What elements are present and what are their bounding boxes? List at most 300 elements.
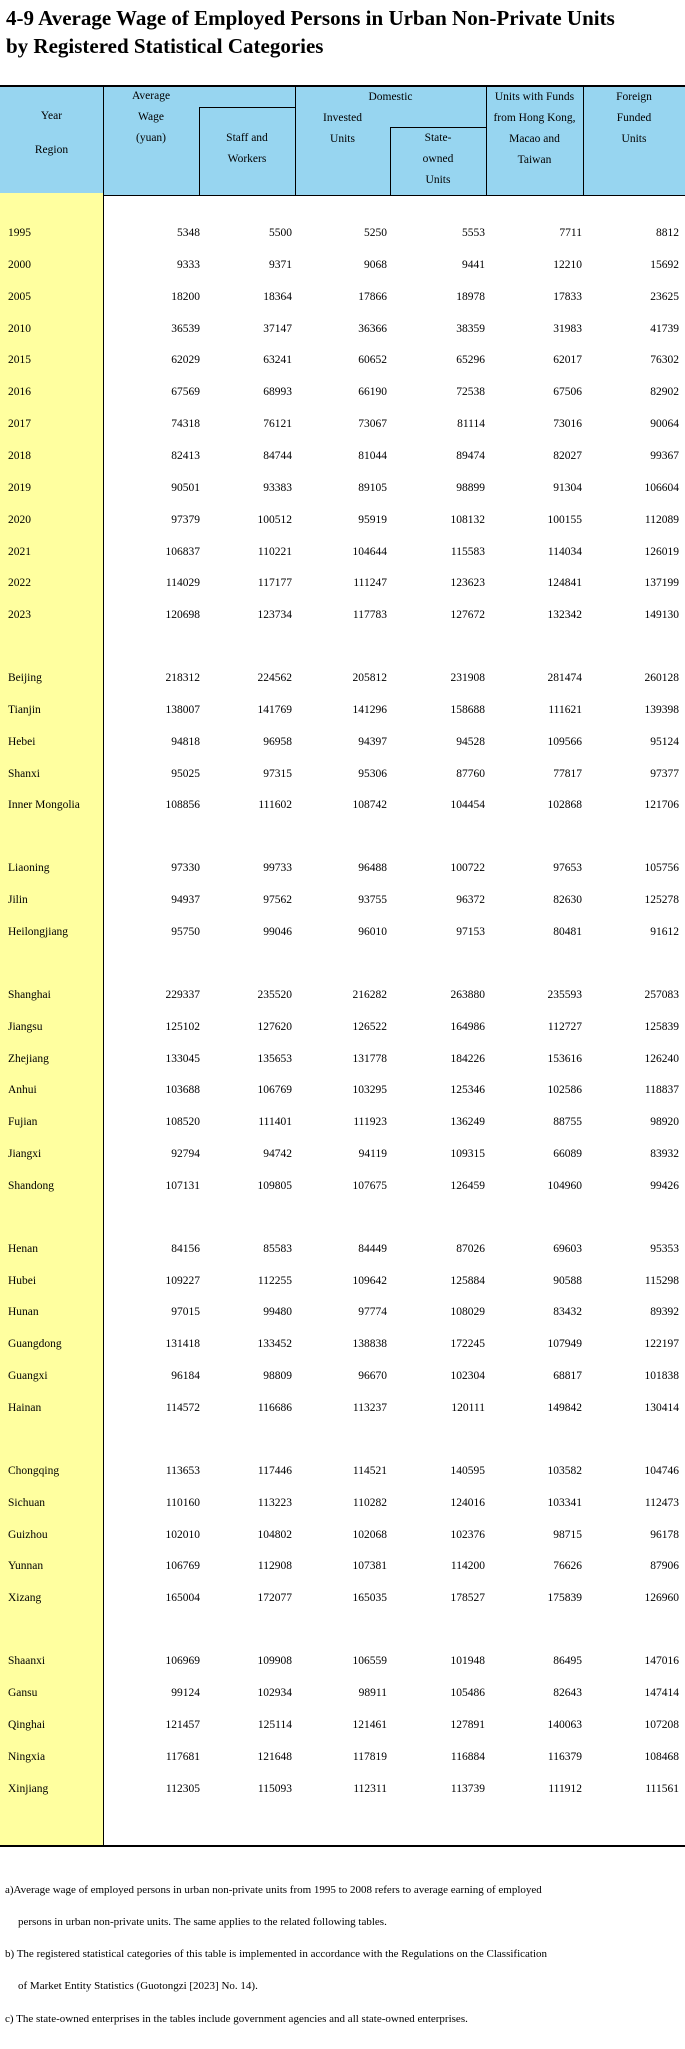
page-title <box>6 4 681 60</box>
cell-value: 96010 <box>358 926 387 938</box>
cell-value: 108029 <box>450 1306 485 1318</box>
cell-value: 101838 <box>644 1370 679 1382</box>
table-row <box>0 1683 685 1703</box>
cell-value: 115093 <box>257 1783 292 1795</box>
row-label: Shaanxi <box>8 1655 46 1667</box>
table-row <box>0 1112 685 1132</box>
cell-value: 41739 <box>650 323 679 335</box>
header-year-region: Year Region <box>34 110 69 156</box>
table-row <box>0 795 685 815</box>
cell-value: 123623 <box>450 577 485 589</box>
cell-value: 100722 <box>450 862 485 874</box>
cell-value: 114572 <box>165 1402 200 1414</box>
cell-value: 120698 <box>165 609 200 621</box>
cell-value: 120111 <box>451 1402 485 1414</box>
cell-value: 69603 <box>553 1243 582 1255</box>
footnote-a: a)Average wage of employed persons in urban non-private units from 1995 to 2008 refers to average earning of employed persons in urban non-private units. The same applies to the related following tables. <box>5 1884 542 1928</box>
cell-value: 114029 <box>165 577 200 589</box>
cell-value: 235520 <box>257 989 292 1001</box>
row-label: 2005 <box>8 291 31 303</box>
cell-value: 9068 <box>364 259 387 271</box>
cell-value: 18978 <box>456 291 485 303</box>
cell-value: 103341 <box>547 1497 582 1509</box>
row-label: Liaoning <box>8 862 50 874</box>
cell-value: 130414 <box>644 1402 679 1414</box>
cell-value: 87026 <box>456 1243 485 1255</box>
row-label: Hunan <box>8 1306 39 1318</box>
cell-value: 96372 <box>456 894 485 906</box>
table-row <box>0 858 685 878</box>
cell-value: 99480 <box>263 1306 292 1318</box>
cell-value: 106969 <box>165 1655 200 1667</box>
cell-value: 112727 <box>547 1021 582 1033</box>
table-row <box>0 1334 685 1354</box>
row-label: Qinghai <box>8 1719 46 1731</box>
cell-value: 127891 <box>450 1719 485 1731</box>
cell-value: 74318 <box>171 418 200 430</box>
cell-value: 124841 <box>547 577 582 589</box>
cell-value: 76121 <box>263 418 292 430</box>
cell-value: 224562 <box>257 672 292 684</box>
cell-value: 117177 <box>257 577 292 589</box>
cell-value: 112089 <box>644 514 679 526</box>
row-label: Hebei <box>8 736 36 748</box>
cell-value: 184226 <box>450 1053 485 1065</box>
cell-value: 114034 <box>547 546 582 558</box>
cell-value: 116884 <box>450 1751 485 1763</box>
cell-value: 108856 <box>165 799 200 811</box>
row-label: 2016 <box>8 386 31 398</box>
cell-value: 133045 <box>165 1053 200 1065</box>
cell-value: 105756 <box>644 862 679 874</box>
cell-value: 90501 <box>171 482 200 494</box>
cell-value: 112305 <box>165 1783 200 1795</box>
cell-value: 126459 <box>450 1180 485 1192</box>
table-bottom-rule <box>0 1845 685 1847</box>
table-row <box>0 1366 685 1386</box>
cell-value: 140063 <box>547 1719 582 1731</box>
footnote-b: b) The registered statistical categories of this table is implemented in accordance with the Regulations on the Classification of Market Entity Statistics (Guotongzi [2023] No. 14). <box>5 1948 547 1992</box>
table-row <box>0 1588 685 1608</box>
cell-value: 93755 <box>358 894 387 906</box>
cell-value: 72538 <box>456 386 485 398</box>
table-row <box>0 1049 685 1069</box>
cell-value: 125102 <box>165 1021 200 1033</box>
header-state-owned: State- owned Units <box>422 132 454 186</box>
cell-value: 153616 <box>547 1053 582 1065</box>
table-row <box>0 700 685 720</box>
cell-value: 63241 <box>263 354 292 366</box>
cell-value: 218312 <box>165 672 200 684</box>
header-foreign-funded: Foreign Funded Units <box>616 91 652 145</box>
cell-value: 107949 <box>547 1338 582 1350</box>
cell-value: 107381 <box>352 1560 387 1572</box>
cell-value: 125839 <box>644 1021 679 1033</box>
table-row <box>0 1556 685 1576</box>
cell-value: 127672 <box>450 609 485 621</box>
cell-value: 95306 <box>358 768 387 780</box>
row-label: Shanxi <box>8 768 40 780</box>
table-row <box>0 1017 685 1037</box>
cell-value: 9441 <box>462 259 485 271</box>
cell-value: 108468 <box>644 1751 679 1763</box>
cell-value: 121457 <box>165 1719 200 1731</box>
cell-value: 102304 <box>450 1370 485 1382</box>
table-row <box>0 1747 685 1767</box>
cell-value: 229337 <box>165 989 200 1001</box>
cell-value: 5553 <box>462 227 485 239</box>
table-row <box>0 1779 685 1799</box>
row-label: Fujian <box>8 1116 38 1128</box>
cell-value: 99124 <box>171 1687 200 1699</box>
table-header <box>0 85 685 196</box>
row-label: 1995 <box>8 227 31 239</box>
cell-value: 94937 <box>171 894 200 906</box>
cell-value: 112255 <box>257 1275 292 1287</box>
cell-value: 88755 <box>553 1116 582 1128</box>
table-row <box>0 764 685 784</box>
row-label: 2000 <box>8 259 31 271</box>
cell-value: 109805 <box>257 1180 292 1192</box>
table-row <box>0 287 685 307</box>
cell-value: 125278 <box>644 894 679 906</box>
table-row <box>0 223 685 243</box>
row-label: Jiangsu <box>8 1021 43 1033</box>
cell-value: 103295 <box>352 1084 387 1096</box>
header-domestic-units: Invested Units <box>323 112 362 145</box>
cell-value: 95124 <box>650 736 679 748</box>
cell-value: 149130 <box>644 609 679 621</box>
table-row <box>0 1715 685 1735</box>
cell-value: 87906 <box>650 1560 679 1572</box>
table-row <box>0 350 685 370</box>
cell-value: 77817 <box>553 768 582 780</box>
cell-value: 100155 <box>547 514 582 526</box>
row-label: Guangxi <box>8 1370 48 1382</box>
row-label: 2010 <box>8 323 31 335</box>
cell-value: 102376 <box>450 1529 485 1541</box>
cell-value: 125114 <box>257 1719 292 1731</box>
cell-value: 127620 <box>257 1021 292 1033</box>
cell-value: 12210 <box>553 259 582 271</box>
table-row <box>0 255 685 275</box>
cell-value: 84744 <box>263 450 292 462</box>
table-row <box>0 1239 685 1259</box>
cell-value: 104802 <box>257 1529 292 1541</box>
table-row <box>0 382 685 402</box>
cell-value: 82413 <box>171 450 200 462</box>
cell-value: 67506 <box>553 386 582 398</box>
cell-value: 62029 <box>171 354 200 366</box>
table-row <box>0 1080 685 1100</box>
cell-value: 76302 <box>650 354 679 366</box>
cell-value: 216282 <box>352 989 387 1001</box>
row-label: Shandong <box>8 1180 54 1192</box>
cell-value: 172077 <box>257 1592 292 1604</box>
cell-value: 5250 <box>364 227 387 239</box>
cell-value: 263880 <box>450 989 485 1001</box>
table-row <box>0 1271 685 1291</box>
cell-value: 84449 <box>358 1243 387 1255</box>
cell-value: 96184 <box>171 1370 200 1382</box>
cell-value: 67569 <box>171 386 200 398</box>
cell-value: 109908 <box>257 1655 292 1667</box>
cell-value: 114200 <box>450 1560 485 1572</box>
cell-value: 109642 <box>352 1275 387 1287</box>
header-staff-workers: Staff and Workers <box>226 132 268 165</box>
cell-value: 110282 <box>352 1497 387 1509</box>
cell-value: 104644 <box>352 546 387 558</box>
cell-value: 95025 <box>171 768 200 780</box>
cell-value: 9371 <box>269 259 292 271</box>
row-label: 2017 <box>8 418 31 430</box>
cell-value: 110221 <box>257 546 292 558</box>
cell-value: 38359 <box>456 323 485 335</box>
cell-value: 117681 <box>165 1751 200 1763</box>
cell-value: 99367 <box>650 450 679 462</box>
cell-value: 95353 <box>650 1243 679 1255</box>
cell-value: 172245 <box>450 1338 485 1350</box>
cell-value: 126019 <box>644 546 679 558</box>
cell-value: 85583 <box>263 1243 292 1255</box>
cell-value: 126240 <box>644 1053 679 1065</box>
row-label: Shanghai <box>8 989 51 1001</box>
cell-value: 121461 <box>352 1719 387 1731</box>
row-label: 2021 <box>8 546 31 558</box>
header-average-wage: Average Wage (yuan) <box>131 90 171 144</box>
cell-value: 115583 <box>450 546 485 558</box>
cell-value: 111923 <box>353 1116 387 1128</box>
cell-value: 118837 <box>644 1084 679 1096</box>
cell-value: 97015 <box>171 1306 200 1318</box>
table-row <box>0 922 685 942</box>
cell-value: 257083 <box>644 989 679 1001</box>
table-row <box>0 1144 685 1164</box>
cell-value: 175839 <box>547 1592 582 1604</box>
cell-value: 97377 <box>650 768 679 780</box>
cell-value: 138007 <box>165 704 200 716</box>
cell-value: 83432 <box>553 1306 582 1318</box>
row-label: Heilongjiang <box>8 926 69 938</box>
cell-value: 104960 <box>547 1180 582 1192</box>
cell-value: 109315 <box>450 1148 485 1160</box>
cell-value: 96958 <box>263 736 292 748</box>
cell-value: 138838 <box>352 1338 387 1350</box>
cell-value: 60652 <box>358 354 387 366</box>
table-row <box>0 1461 685 1481</box>
cell-value: 105486 <box>450 1687 485 1699</box>
cell-value: 86495 <box>553 1655 582 1667</box>
cell-value: 97379 <box>171 514 200 526</box>
cell-value: 94528 <box>456 736 485 748</box>
cell-value: 5500 <box>269 227 292 239</box>
cell-value: 84156 <box>171 1243 200 1255</box>
cell-value: 123734 <box>257 609 292 621</box>
cell-value: 107131 <box>165 1180 200 1192</box>
cell-value: 281474 <box>547 672 582 684</box>
cell-value: 117446 <box>257 1465 292 1477</box>
cell-value: 109566 <box>547 736 582 748</box>
row-label: Tianjin <box>8 704 41 716</box>
cell-value: 81044 <box>358 450 387 462</box>
cell-value: 103688 <box>165 1084 200 1096</box>
cell-value: 81114 <box>457 418 485 430</box>
cell-value: 9333 <box>177 259 200 271</box>
cell-value: 109227 <box>165 1275 200 1287</box>
cell-value: 116379 <box>547 1751 582 1763</box>
cell-value: 116686 <box>257 1402 292 1414</box>
table-row <box>0 319 685 339</box>
footnote-c: c) The state-owned enterprises in the tables include government agencies and all state-owned enterprises. <box>5 2013 468 2025</box>
cell-value: 97562 <box>263 894 292 906</box>
cell-value: 97774 <box>358 1306 387 1318</box>
cell-value: 158688 <box>450 704 485 716</box>
cell-value: 97315 <box>263 768 292 780</box>
cell-value: 117783 <box>352 609 387 621</box>
cell-value: 96670 <box>358 1370 387 1382</box>
cell-value: 125346 <box>450 1084 485 1096</box>
row-label: 2015 <box>8 354 31 366</box>
cell-value: 107208 <box>644 1719 679 1731</box>
cell-value: 89474 <box>456 450 485 462</box>
cell-value: 141296 <box>352 704 387 716</box>
row-label: 2020 <box>8 514 31 526</box>
cell-value: 97153 <box>456 926 485 938</box>
cell-value: 65296 <box>456 354 485 366</box>
cell-value: 121706 <box>644 799 679 811</box>
row-label: Gansu <box>8 1687 38 1699</box>
cell-value: 165035 <box>352 1592 387 1604</box>
cell-value: 104454 <box>450 799 485 811</box>
cell-value: 102010 <box>165 1529 200 1541</box>
cell-value: 18364 <box>263 291 292 303</box>
cell-value: 149842 <box>547 1402 582 1414</box>
row-label: Hainan <box>8 1402 42 1414</box>
cell-value: 165004 <box>165 1592 200 1604</box>
cell-value: 141769 <box>257 704 292 716</box>
cell-value: 102868 <box>547 799 582 811</box>
cell-value: 91612 <box>650 926 679 938</box>
table-row <box>0 1176 685 1196</box>
cell-value: 110160 <box>165 1497 200 1509</box>
cell-value: 137199 <box>644 577 679 589</box>
cell-value: 98809 <box>263 1370 292 1382</box>
row-label: 2023 <box>8 609 31 621</box>
row-label: Jilin <box>8 894 28 906</box>
cell-value: 140595 <box>450 1465 485 1477</box>
cell-value: 106559 <box>352 1655 387 1667</box>
cell-value: 90588 <box>553 1275 582 1287</box>
cell-value: 112311 <box>353 1783 387 1795</box>
table-row <box>0 985 685 1005</box>
cell-value: 126522 <box>352 1021 387 1033</box>
cell-value: 108132 <box>450 514 485 526</box>
row-label: Guangdong <box>8 1338 62 1350</box>
cell-value: 95750 <box>171 926 200 938</box>
cell-value: 92794 <box>171 1148 200 1160</box>
cell-value: 113739 <box>450 1783 485 1795</box>
cell-value: 102934 <box>257 1687 292 1699</box>
table-row <box>0 510 685 530</box>
cell-value: 114521 <box>352 1465 387 1477</box>
cell-value: 62017 <box>553 354 582 366</box>
cell-value: 103582 <box>547 1465 582 1477</box>
cell-value: 95919 <box>358 514 387 526</box>
cell-value: 36539 <box>171 323 200 335</box>
header-domestic-invested: Domestic <box>368 91 413 103</box>
cell-value: 36366 <box>358 323 387 335</box>
cell-value: 108520 <box>165 1116 200 1128</box>
cell-value: 94818 <box>171 736 200 748</box>
cell-value: 99733 <box>263 862 292 874</box>
cell-value: 68817 <box>553 1370 582 1382</box>
cell-value: 126960 <box>644 1592 679 1604</box>
title-line-1: 4-9 Average Wage of Employed Persons in Urban Non-Private Units <box>6 6 615 30</box>
table-row <box>0 478 685 498</box>
cell-value: 73067 <box>358 418 387 430</box>
table-row <box>0 1651 685 1671</box>
table-row <box>0 1525 685 1545</box>
cell-value: 68993 <box>263 386 292 398</box>
cell-value: 82630 <box>553 894 582 906</box>
row-label: Beijing <box>8 672 42 684</box>
cell-value: 98715 <box>553 1529 582 1541</box>
table-row <box>0 1398 685 1418</box>
cell-value: 94742 <box>263 1148 292 1160</box>
cell-value: 111401 <box>258 1116 292 1128</box>
cell-value: 8812 <box>656 227 679 239</box>
header-hk-macao-taiwan: Units with Funds from Hong Kong, Macao and Taiwan <box>493 91 576 166</box>
cell-value: 83932 <box>650 1148 679 1160</box>
cell-value: 133452 <box>257 1338 292 1350</box>
row-label: Xizang <box>8 1592 42 1604</box>
cell-value: 97330 <box>171 862 200 874</box>
cell-value: 102068 <box>352 1529 387 1541</box>
cell-value: 66190 <box>358 386 387 398</box>
row-label: Inner Mongolia <box>8 799 80 811</box>
cell-value: 99426 <box>650 1180 679 1192</box>
cell-value: 205812 <box>352 672 387 684</box>
cell-value: 82643 <box>553 1687 582 1699</box>
cell-value: 73016 <box>553 418 582 430</box>
cell-value: 96178 <box>650 1529 679 1541</box>
table-row <box>0 542 685 562</box>
cell-value: 66089 <box>553 1148 582 1160</box>
cell-value: 98899 <box>456 482 485 494</box>
table-row <box>0 732 685 752</box>
cell-value: 139398 <box>644 704 679 716</box>
cell-value: 111621 <box>548 704 582 716</box>
row-label: Hubei <box>8 1275 37 1287</box>
cell-value: 31983 <box>553 323 582 335</box>
cell-value: 18200 <box>171 291 200 303</box>
cell-value: 37147 <box>263 323 292 335</box>
cell-value: 97653 <box>553 862 582 874</box>
table-row <box>0 414 685 434</box>
cell-value: 117819 <box>352 1751 387 1763</box>
cell-value: 122197 <box>644 1338 679 1350</box>
cell-value: 135653 <box>257 1053 292 1065</box>
cell-value: 7711 <box>559 227 582 239</box>
cell-value: 17866 <box>358 291 387 303</box>
cell-value: 108742 <box>352 799 387 811</box>
cell-value: 82902 <box>650 386 679 398</box>
cell-value: 90064 <box>650 418 679 430</box>
cell-value: 102586 <box>547 1084 582 1096</box>
cell-value: 260128 <box>644 672 679 684</box>
cell-value: 136249 <box>450 1116 485 1128</box>
cell-value: 111561 <box>645 1783 679 1795</box>
